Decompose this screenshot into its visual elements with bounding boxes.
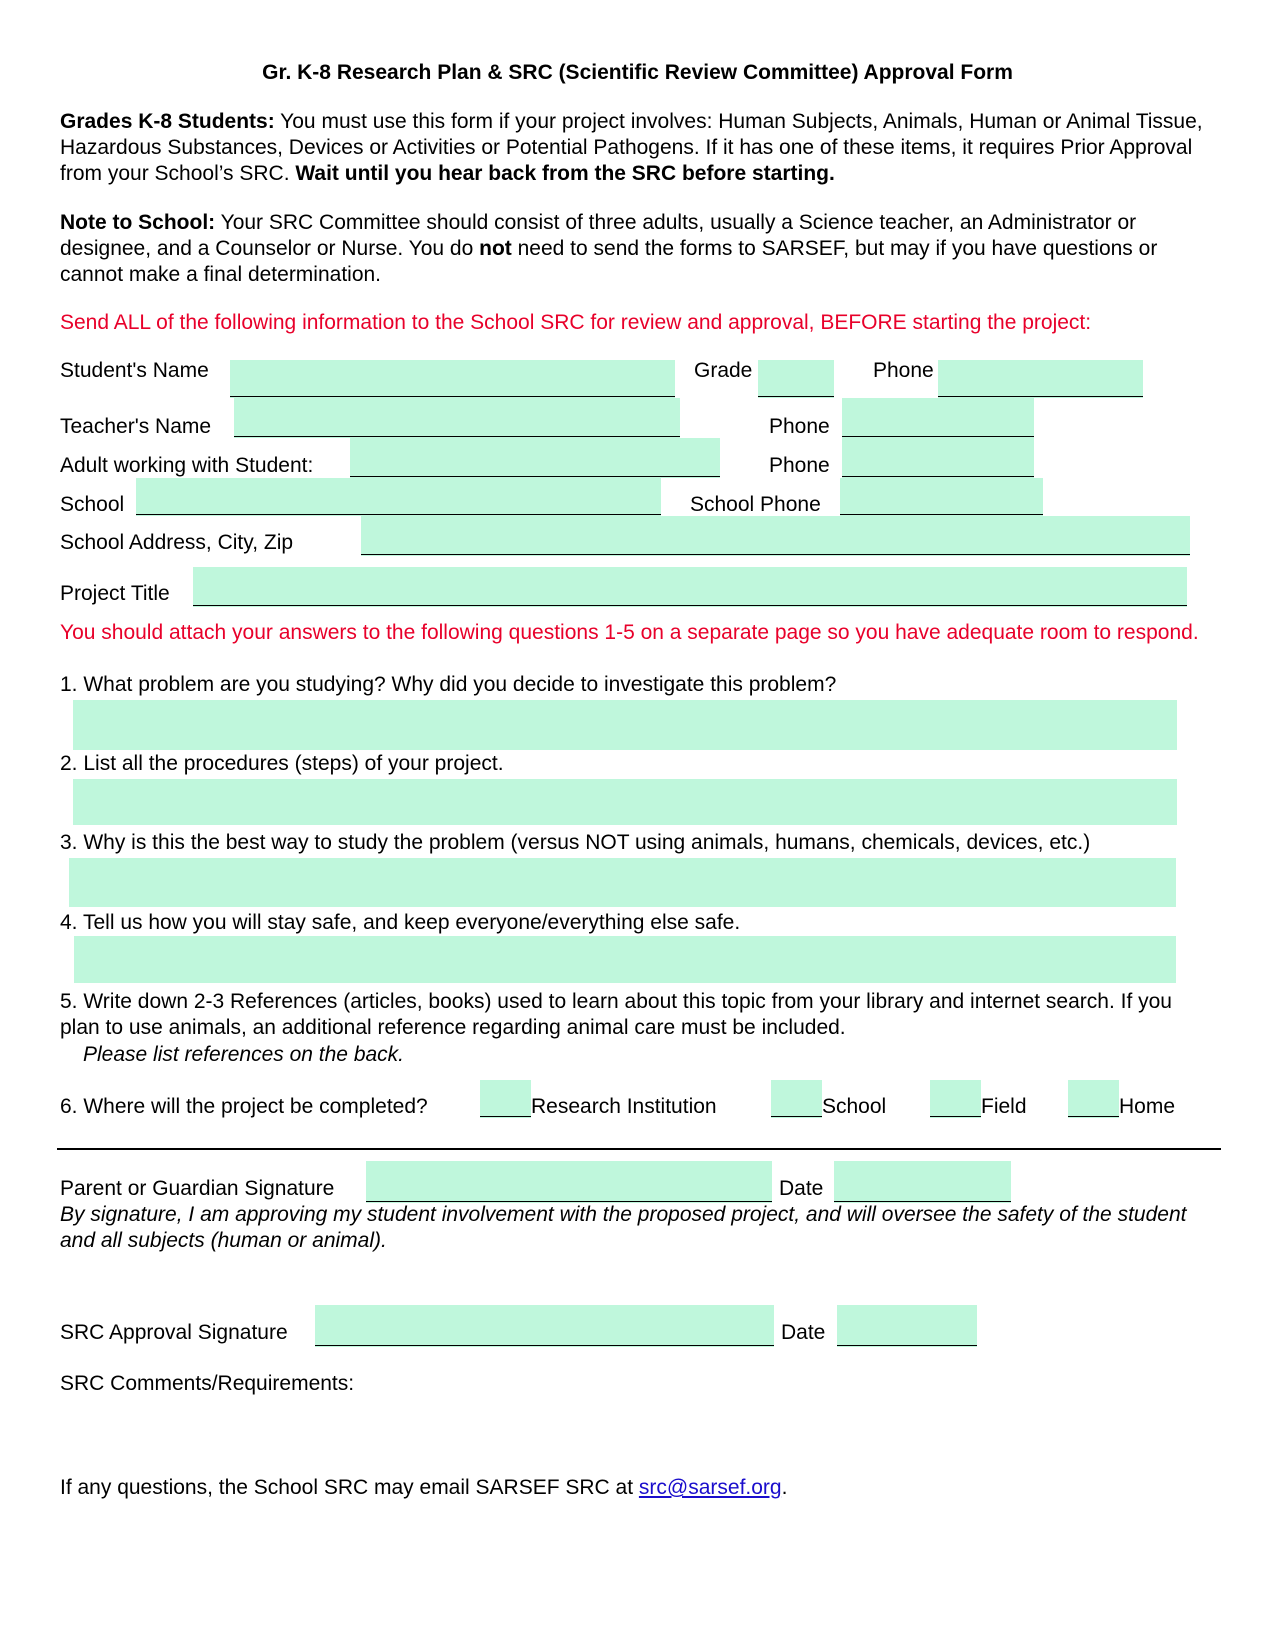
references-note: Please list references on the back.: [83, 1043, 405, 1066]
school-phone-underline: [840, 514, 1043, 515]
location-school-underline: [771, 1116, 822, 1117]
footer-period: .: [781, 1476, 788, 1499]
src-signature-input[interactable]: [315, 1305, 774, 1347]
school-note-text-b: need to send the forms to SARSEF, but may if you have questions or cannot make a final determination.: [60, 237, 1158, 286]
attach-notice: You should attach your answers to the following questions 1-5 on a separate page so you have adequate room to respond.: [60, 621, 1199, 644]
school-address-underline: [361, 554, 1190, 555]
question-3: 3. Why is this the best way to study the problem (versus NOT using animals, humans, chemicals, devices, etc.): [60, 831, 1091, 854]
school-note: [60, 210, 1220, 288]
teacher-name-input[interactable]: [234, 398, 680, 438]
location-research-label: Research Institution: [531, 1095, 717, 1118]
answer-3-field[interactable]: [69, 858, 1176, 907]
project-title-underline: [193, 605, 1187, 606]
src-date-input[interactable]: [837, 1305, 977, 1347]
location-research-underline: [480, 1116, 531, 1117]
question-6: 6. Where will the project be completed?: [60, 1095, 428, 1118]
location-field-label: Field: [981, 1095, 1027, 1118]
school-note-label: Note to School:: [60, 211, 216, 234]
student-name-underline: [230, 396, 675, 397]
school-phone-label: School Phone: [690, 493, 821, 516]
student-name-input[interactable]: [230, 360, 675, 398]
send-all-notice: Send ALL of the following information to the School SRC for review and approval, BEFORE starting the project:: [60, 311, 1092, 334]
footer-text: If any questions, the School SRC may email SARSEF SRC at: [60, 1476, 639, 1499]
src-date-underline: [837, 1345, 977, 1346]
question-2: 2. List all the procedures (steps) of your project.: [60, 752, 504, 775]
school-label: School: [60, 493, 125, 516]
location-field-underline: [930, 1116, 981, 1117]
src-signature-label: SRC Approval Signature: [60, 1321, 288, 1344]
location-home-checkbox[interactable]: [1068, 1080, 1119, 1118]
adult-name-underline: [350, 476, 720, 477]
students-warning: Wait until you hear back from the SRC before starting.: [295, 162, 835, 185]
location-home-label: Home: [1119, 1095, 1176, 1118]
location-school-checkbox[interactable]: [771, 1080, 822, 1118]
school-address-input[interactable]: [361, 516, 1190, 556]
src-email-link[interactable]: src@sarsef.org: [638, 1476, 782, 1499]
teacher-phone-underline: [842, 436, 1034, 437]
school-note-not: not: [479, 237, 512, 260]
teacher-phone-input[interactable]: [842, 398, 1034, 438]
student-phone-label: Phone: [873, 359, 934, 382]
teacher-phone-label: Phone: [769, 415, 830, 438]
school-underline: [136, 514, 661, 515]
grade-label: Grade: [694, 359, 753, 382]
students-instructions: [60, 109, 1220, 187]
school-input[interactable]: [136, 478, 661, 516]
question-5: 5. Write down 2-3 References (articles, books) used to learn about this topic from your library and internet search. If you plan to use animals, an additional reference regarding animal care must be included.: [60, 990, 1172, 1039]
school-note-text-a: Your SRC Committee should consist of three adults, usually a Science teacher, an Administrator or designee, and a Counselor or Nurse. You do: [60, 211, 1137, 260]
adult-label: Adult working with Student:: [60, 454, 314, 477]
parent-date-input[interactable]: [834, 1161, 1011, 1203]
parent-signature-label: Parent or Guardian Signature: [60, 1177, 335, 1200]
teacher-name-label: Teacher's Name: [60, 415, 212, 438]
students-text: You must use this form if your project involves: Human Subjects, Animals, Human or Animal Tissue, Hazardous Substances, Devices or Activities or Potential Pathogens. If it has one of these items, it requires Prior Approval from your School’s SRC.: [60, 110, 1203, 185]
student-phone-input[interactable]: [938, 360, 1143, 398]
adult-phone-label: Phone: [769, 454, 830, 477]
adult-name-input[interactable]: [350, 438, 720, 478]
adult-phone-underline: [842, 476, 1034, 477]
question-4: 4. Tell us how you will stay safe, and keep everyone/everything else safe.: [60, 911, 741, 934]
location-home-underline: [1068, 1116, 1119, 1117]
location-field-checkbox[interactable]: [930, 1080, 981, 1118]
src-date-label: Date: [781, 1321, 826, 1344]
student-name-label: Student's Name: [60, 359, 209, 382]
school-address-label: School Address, City, Zip: [60, 531, 294, 554]
parent-date-label: Date: [779, 1177, 824, 1200]
adult-phone-input[interactable]: [842, 438, 1034, 478]
src-signature-underline: [315, 1345, 774, 1346]
students-label: Grades K-8 Students:: [60, 110, 275, 133]
location-school-label: School: [822, 1095, 887, 1118]
grade-underline: [758, 396, 834, 397]
grade-input[interactable]: [758, 360, 834, 398]
location-research-checkbox[interactable]: [480, 1080, 531, 1118]
form-title: Gr. K-8 Research Plan & SRC (Scientific Review Committee) Approval Form: [262, 61, 1013, 84]
src-comments-label: SRC Comments/Requirements:: [60, 1372, 355, 1395]
answer-1-field[interactable]: [73, 700, 1177, 750]
student-phone-underline: [938, 396, 1143, 397]
parent-statement: By signature, I am approving my student involvement with the proposed project, and will oversee the safety of the student and all subjects (human or animal).: [60, 1203, 1187, 1252]
answer-2-field[interactable]: [73, 779, 1177, 825]
parent-signature-input[interactable]: [366, 1161, 772, 1203]
footer-contact: [60, 1475, 787, 1501]
project-title-input[interactable]: [193, 567, 1187, 607]
section-divider: [57, 1148, 1221, 1150]
project-title-label: Project Title: [60, 582, 170, 605]
teacher-name-underline: [234, 436, 680, 437]
question-1: 1. What problem are you studying? Why did you decide to investigate this problem?: [60, 673, 837, 696]
answer-4-field[interactable]: [74, 936, 1176, 983]
school-phone-input[interactable]: [840, 478, 1043, 516]
